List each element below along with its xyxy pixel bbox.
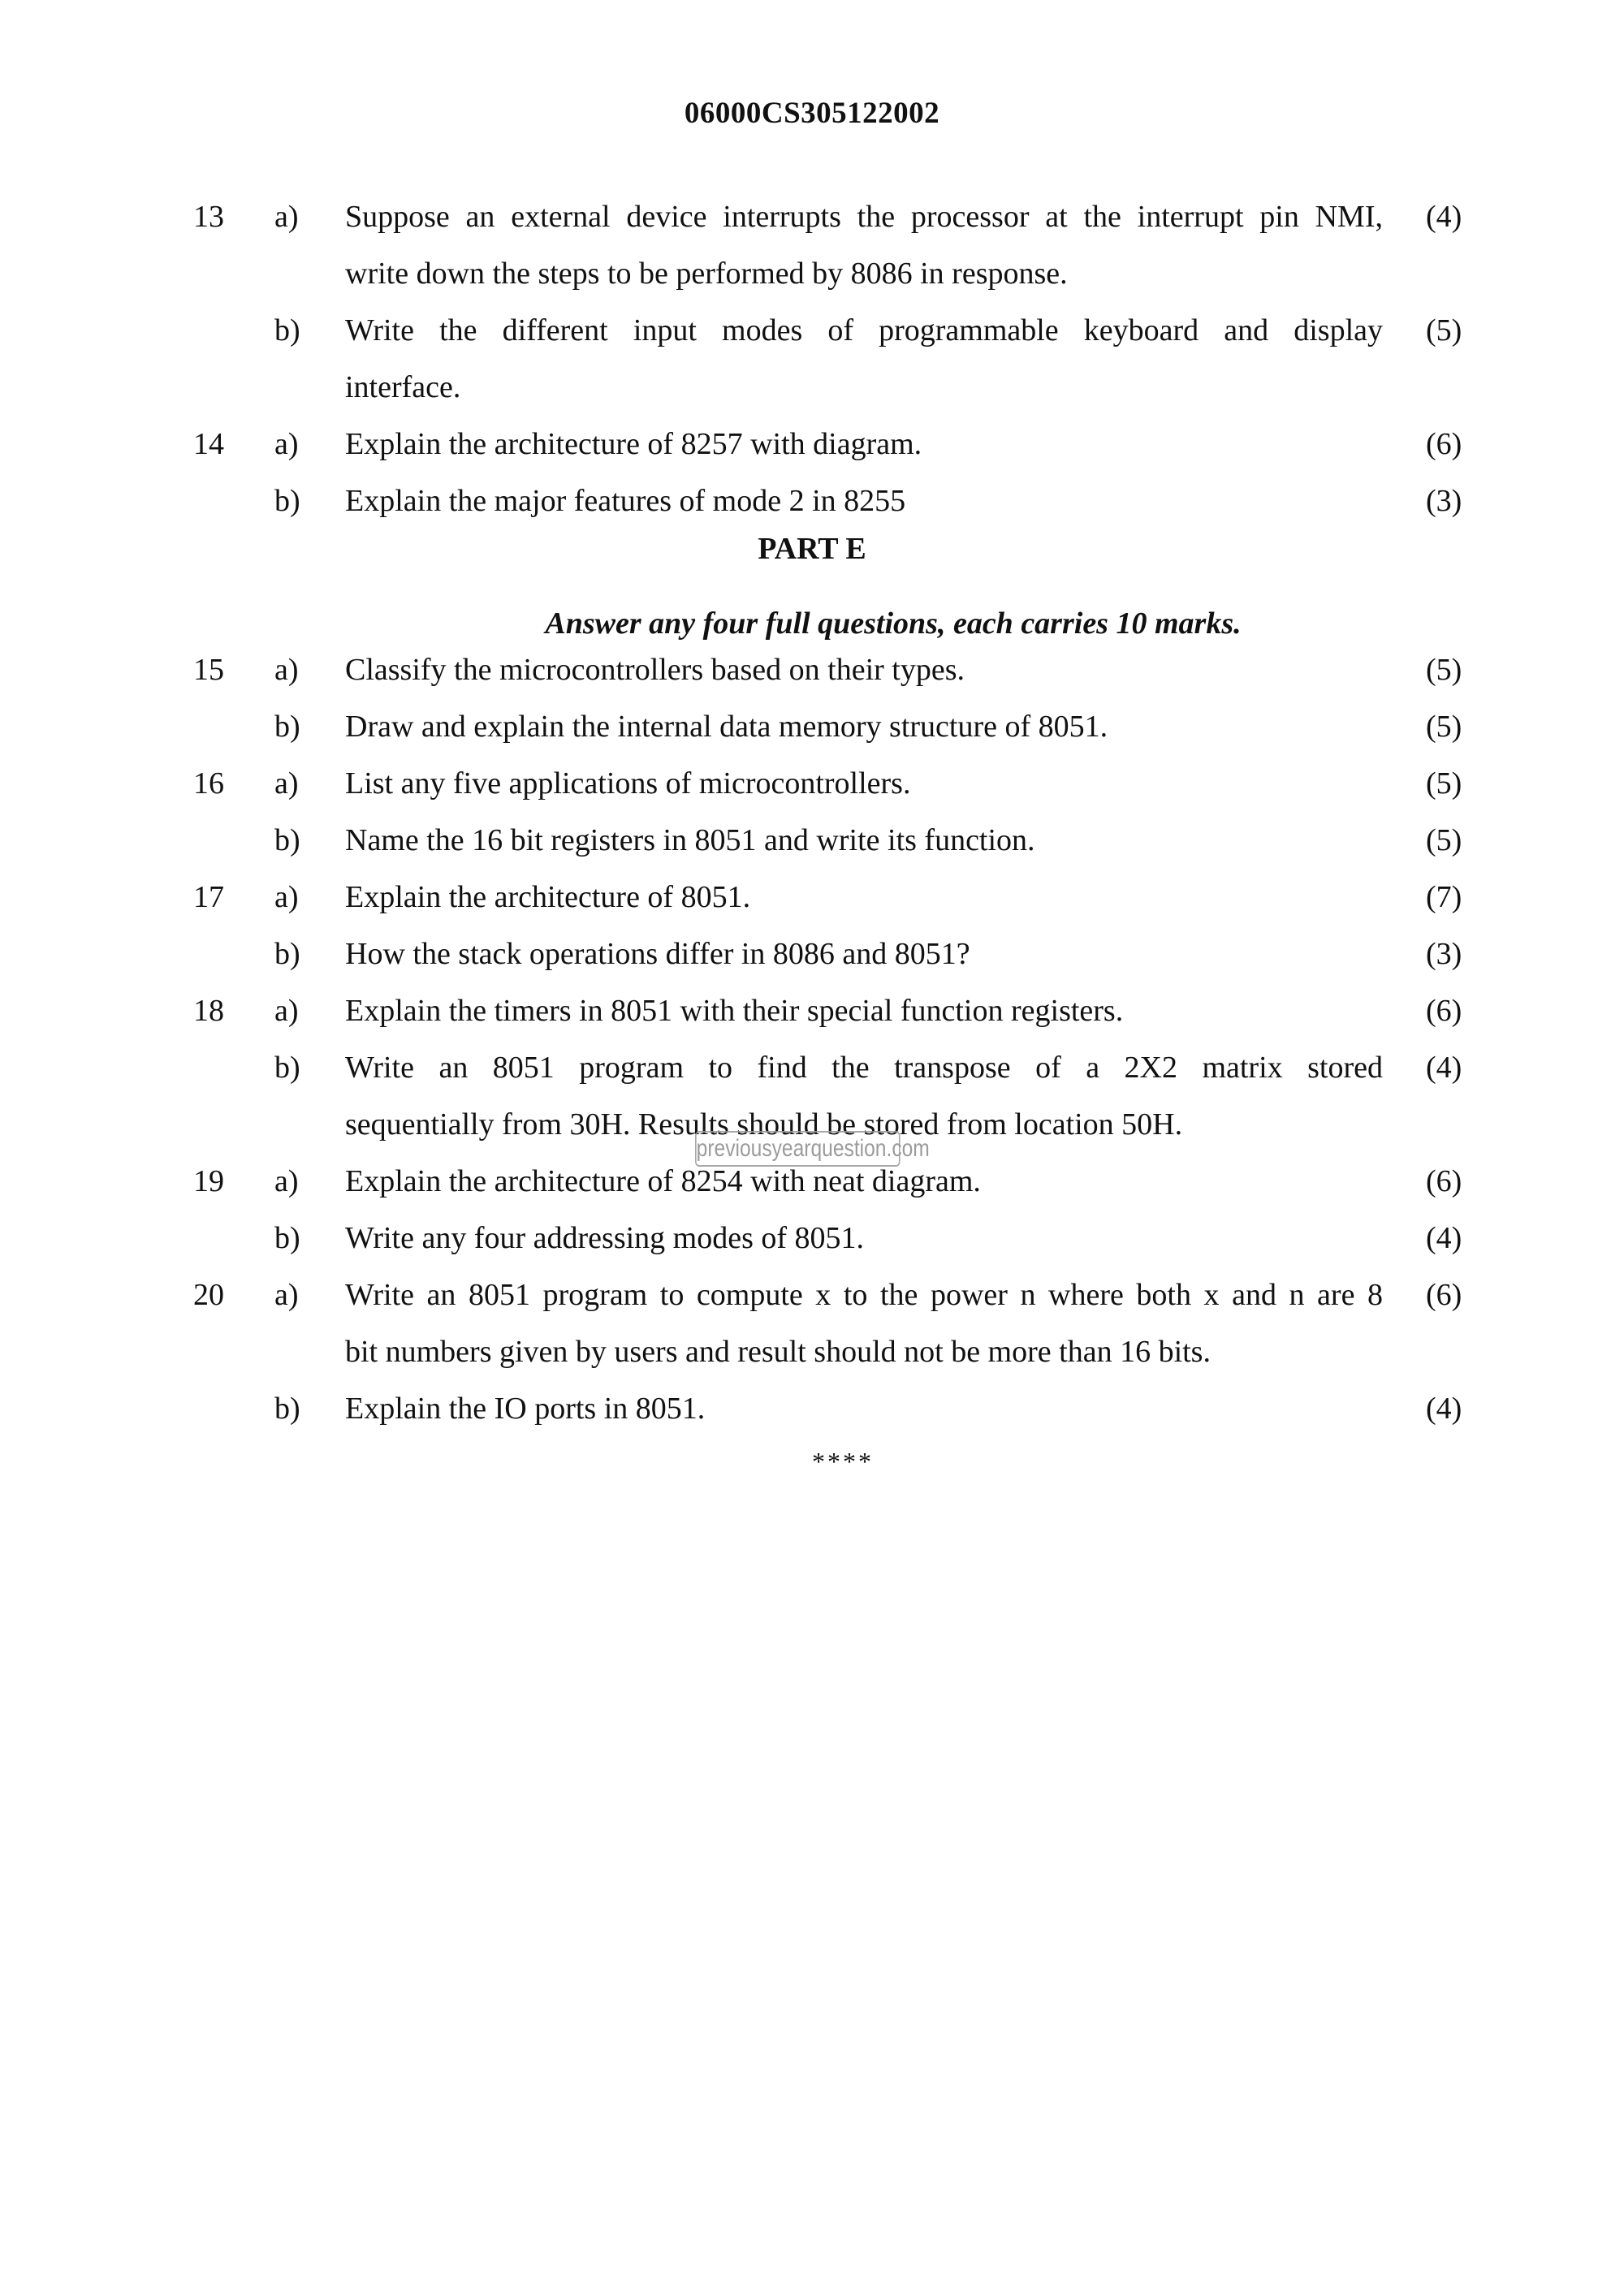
question-19b — [0, 1210, 1624, 1267]
question-number: 17 — [193, 880, 224, 914]
question-text: Draw and explain the internal data memory structure of 8051. — [345, 710, 1108, 744]
subpart-label: a) — [274, 994, 299, 1028]
subpart-label: a) — [274, 427, 299, 461]
subpart-label: a) — [274, 1164, 299, 1198]
question-18a — [0, 982, 1624, 1039]
question-number: 13 — [193, 200, 224, 234]
marks: (5) — [1426, 710, 1462, 744]
question-20a — [0, 1267, 1624, 1323]
question-18b — [0, 1039, 1624, 1096]
marks: (6) — [1426, 994, 1462, 1028]
question-20a-continued — [0, 1323, 1624, 1380]
page-code: 06000CS305122002 — [684, 97, 940, 130]
question-number: 14 — [193, 427, 224, 461]
question-text: Explain the IO ports in 8051. — [345, 1392, 706, 1426]
question-number: 15 — [193, 653, 224, 687]
question-17b — [0, 926, 1624, 982]
marks: (3) — [1426, 484, 1462, 518]
question-text: Name the 16 bit registers in 8051 and write its function. — [345, 823, 1035, 857]
question-text: Write the different input modes of programmable keyboard and display — [345, 313, 1383, 347]
question-text: How the stack operations differ in 8086 and 8051? — [345, 937, 970, 971]
question-text-continued: interface. — [345, 370, 461, 404]
subpart-label: a) — [274, 880, 299, 914]
question-text: Suppose an external device interrupts the processor at the interrupt pin NMI, — [345, 200, 1383, 234]
question-number: 20 — [193, 1278, 224, 1312]
question-text: Explain the major features of mode 2 in 8255 — [345, 484, 906, 518]
marks: (4) — [1426, 1051, 1462, 1085]
question-text: Write an 8051 program to find the transpose of a 2X2 matrix stored — [345, 1051, 1383, 1085]
subpart-label: a) — [274, 200, 299, 234]
subpart-label: a) — [274, 653, 299, 687]
question-13a — [0, 188, 1624, 245]
marks: (4) — [1426, 1221, 1462, 1255]
question-text-continued: sequentially from 30H. Results should be stored from location 50H. — [345, 1107, 1183, 1142]
question-text: Write any four addressing modes of 8051. — [345, 1221, 865, 1255]
marks: (5) — [1426, 823, 1462, 857]
marks: (4) — [1426, 1392, 1462, 1426]
subpart-label: b) — [274, 313, 300, 347]
marks: (5) — [1426, 653, 1462, 687]
question-14b — [0, 473, 1624, 529]
question-20b — [0, 1380, 1624, 1437]
question-13b-continued — [0, 359, 1624, 416]
subpart-label: b) — [274, 823, 300, 857]
question-13b — [0, 302, 1624, 359]
question-16a — [0, 755, 1624, 812]
subpart-label: b) — [274, 1392, 300, 1426]
marks: (6) — [1426, 1164, 1462, 1198]
marks: (4) — [1426, 200, 1462, 234]
marks: (3) — [1426, 937, 1462, 971]
part-instruction: Answer any four full questions, each carries 10 marks. — [545, 606, 1242, 641]
marks: (7) — [1426, 880, 1462, 914]
subpart-label: a) — [274, 766, 299, 801]
question-text: Write an 8051 program to compute x to the power n where both x and n are 8 — [345, 1278, 1383, 1312]
question-15a — [0, 641, 1624, 698]
question-number: 18 — [193, 994, 224, 1028]
marks: (6) — [1426, 1278, 1462, 1312]
end-of-paper-mark: **** — [812, 1447, 874, 1476]
subpart-label: b) — [274, 1051, 300, 1085]
question-text: Classify the microcontrollers based on their types. — [345, 653, 965, 687]
question-19a — [0, 1153, 1624, 1210]
subpart-label: b) — [274, 1221, 300, 1255]
question-text: Explain the timers in 8051 with their special function registers. — [345, 994, 1124, 1028]
question-number: 16 — [193, 766, 224, 801]
question-text: Explain the architecture of 8257 with diagram. — [345, 427, 922, 461]
question-text: List any five applications of microcontrollers. — [345, 766, 911, 801]
part-title: PART E — [758, 532, 866, 566]
question-text-continued: bit numbers given by users and result should not be more than 16 bits. — [345, 1335, 1211, 1369]
question-text: Explain the architecture of 8254 with neat diagram. — [345, 1164, 981, 1198]
question-text: Explain the architecture of 8051. — [345, 880, 751, 914]
subpart-label: b) — [274, 484, 300, 518]
watermark-logo: previousyearquestion.com — [695, 1131, 901, 1167]
question-17a — [0, 869, 1624, 926]
question-number: 19 — [193, 1164, 224, 1198]
question-text-continued: write down the steps to be performed by 8086 in response. — [345, 257, 1068, 291]
marks: (6) — [1426, 427, 1462, 461]
subpart-label: b) — [274, 937, 300, 971]
marks: (5) — [1426, 313, 1462, 347]
question-15b — [0, 698, 1624, 755]
question-16b — [0, 812, 1624, 869]
subpart-label: b) — [274, 710, 300, 744]
question-13a-continued — [0, 245, 1624, 302]
question-14a — [0, 416, 1624, 473]
subpart-label: a) — [274, 1278, 299, 1312]
marks: (5) — [1426, 766, 1462, 801]
